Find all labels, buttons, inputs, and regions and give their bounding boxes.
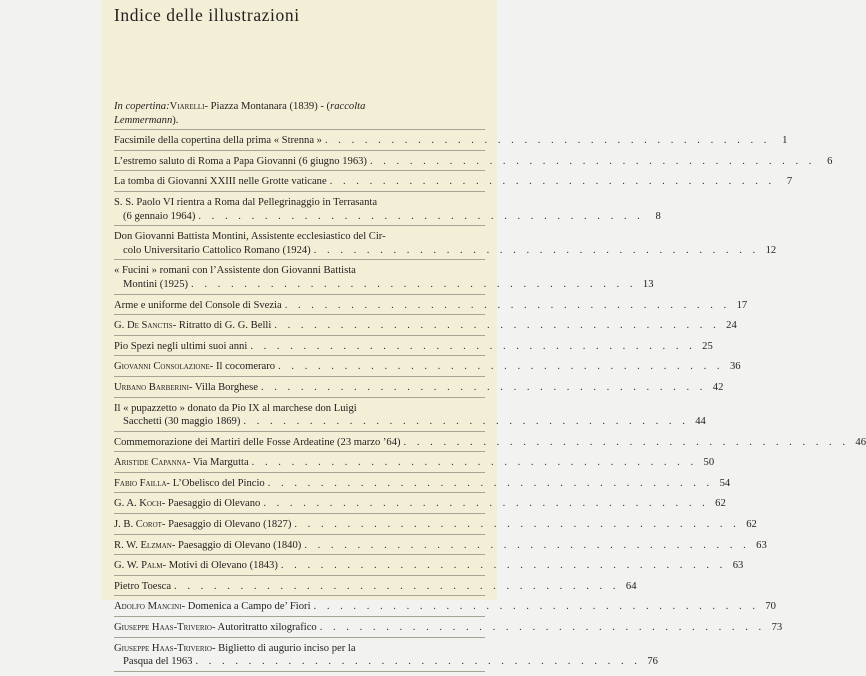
page-title: Indice delle illustrazioni	[114, 5, 300, 25]
index-entry	[114, 299, 748, 316]
entry-text: - Piazza Montanara (1839) - (	[204, 101, 331, 112]
entry-text: S. S. Paolo VI rientra a Roma dal Pellegrinaggio in Terrasanta	[114, 196, 378, 208]
artist-name: G. De Sanctis	[114, 320, 173, 332]
page-number: 6	[827, 155, 833, 167]
index-entry	[114, 621, 783, 638]
dot-leader: . . . . . . . . . . . . . . . . . . . . . . . . . . . . . . . . . .	[198, 210, 644, 222]
entry-line	[114, 381, 724, 395]
entry-line	[114, 600, 776, 614]
entry-line	[114, 340, 713, 354]
entry-text: - Autoritratto xilografico	[211, 622, 317, 634]
dot-leader: . . . . . . . . . . . . . . . . . . . . . . . . . . . . . . . . . .	[313, 244, 760, 256]
book-page	[101, 0, 866, 668]
entry-text: - Paesaggio di Olevano (1840)	[171, 539, 302, 551]
page-number: 64	[625, 580, 637, 592]
entry-line	[114, 642, 485, 656]
entry-line	[114, 518, 757, 532]
entry-text: Arme e uniforme del Console di Svezia	[114, 299, 282, 311]
entry-line	[114, 655, 658, 669]
index-entry	[114, 600, 776, 617]
artist-name: J. B. Corot	[114, 519, 162, 531]
entry-line	[114, 264, 485, 278]
index-entry	[114, 539, 767, 556]
index-entry	[114, 642, 658, 672]
dot-leader: . . . . . . . . . . . . . . . . . . . . . . . . . . . . . . . . . .	[369, 155, 816, 167]
entry-text: ).	[172, 114, 179, 126]
entry-line	[114, 244, 777, 258]
artist-name: Urbano Barberini	[114, 381, 189, 393]
dot-leader: . . . . . . . . . . . . . . . . . . . . . . . . . . . . . . . . . .	[251, 457, 698, 469]
index-entry	[114, 100, 485, 130]
page-number: 42	[712, 381, 724, 393]
dot-leader: . . . . . . . . . . . . . . . . . . . . . . . . . . . . . . . . . .	[329, 176, 776, 188]
entry-text: Lemmermann	[114, 114, 173, 126]
entry-text: Commemorazione dei Martiri delle Fosse Ardeatine (23 marzo ’64)	[114, 436, 401, 448]
artist-name: Giovanni Consolazione	[114, 361, 210, 373]
dot-leader: . . . . . . . . . . . . . . . . . . . . . . . . . . . . . . . . . .	[243, 416, 689, 428]
artist-name: G. A. Koch	[114, 498, 162, 510]
entry-line	[114, 580, 637, 594]
artist-name: Fabio Failla	[114, 477, 167, 489]
page-number: 12	[765, 244, 777, 256]
dot-leader: . . . . . . . . . . . . . . . . . . . . . . . . . . . . . . . . . .	[324, 135, 771, 147]
index-entry	[114, 360, 741, 377]
dot-leader: . . . . . . . . . . . . . . . . . . . . . . . . . . . . . . . . . .	[294, 519, 740, 531]
dot-leader: . . . . . . . . . . . . . . . . . . . . . . . . . . . . . . . . . .	[174, 580, 620, 592]
entry-text: Sacchetti (30 maggio 1869)	[123, 416, 241, 428]
page-number: 73	[771, 622, 783, 634]
dot-leader: . . . . . . . . . . . . . . . . . . . . . . . . . . . . . . . . . .	[284, 299, 731, 311]
dot-leader: . . . . . . . . . . . . . . . . . . . . . . . . . . . . . . . . . .	[267, 477, 714, 489]
entry-text: - Via Margutta	[186, 457, 249, 469]
page-number: 76	[647, 656, 658, 668]
dot-leader: . . . . . . . . . . . . . . . . . . . . . . . . . . . . . . . . . .	[304, 539, 750, 551]
index-entry	[114, 230, 777, 260]
entry-text: - Biglietto di augurio inciso per la	[211, 642, 356, 654]
artist-name: G. W. Palm	[114, 560, 163, 572]
artist-name: R. W. Elzman	[114, 539, 172, 551]
entry-text: Montini (1925)	[123, 278, 189, 290]
index-entry	[114, 580, 637, 597]
entry-line	[114, 175, 793, 189]
entry-text: Pietro Toesca	[114, 580, 172, 592]
dot-leader: . . . . . . . . . . . . . . . . . . . . . . . . . . . . . . . . . .	[260, 381, 707, 393]
index-entry	[114, 477, 731, 494]
entry-line	[114, 196, 485, 210]
page-number: 62	[715, 498, 726, 510]
page-number: 25	[702, 340, 713, 352]
entry-text: Pio Spezi negli ultimi suoi anni	[114, 340, 248, 352]
entry-line	[114, 100, 485, 114]
entry-text: - Motivi di Olevano (1843)	[162, 560, 278, 572]
index-entry	[114, 559, 744, 576]
page-number: 44	[695, 416, 706, 428]
entry-line	[114, 210, 661, 224]
artist-name: Giuseppe Haas-Triverio	[114, 622, 212, 634]
index-entry	[114, 134, 788, 151]
entry-text: Il « pupazzetto » donato da Pio IX al marchese don Luigi	[114, 402, 357, 414]
entry-line	[114, 456, 715, 470]
page-number: 1	[782, 135, 788, 147]
entry-line	[114, 230, 485, 244]
dot-leader: . . . . . . . . . . . . . . . . . . . . . . . . . . . . . . . . . .	[313, 601, 759, 613]
page-number: 36	[729, 361, 741, 373]
index-entry	[114, 381, 724, 398]
dot-leader: . . . . . . . . . . . . . . . . . . . . . . . . . . . . . . . . . .	[263, 498, 709, 510]
entry-text: - Ritratto di G. G. Belli	[172, 320, 272, 332]
entry-line	[114, 319, 737, 333]
entry-text: raccolta	[330, 101, 366, 112]
entry-text: - Domenica a Campo de’ Fiori	[181, 601, 311, 613]
entry-line	[114, 415, 706, 429]
page-number: 24	[726, 320, 737, 332]
entry-line	[114, 402, 485, 416]
page-number: 54	[719, 477, 731, 489]
entry-text: In copertina:	[114, 101, 170, 112]
index-entry	[114, 319, 737, 336]
entry-text: (6 gennaio 1964)	[123, 210, 196, 222]
dot-leader: . . . . . . . . . . . . . . . . . . . . . . . . . . . . . . . . . .	[191, 278, 637, 290]
index-entry	[114, 175, 793, 192]
dot-leader: . . . . . . . . . . . . . . . . . . . . . . . . . . . . . . . . . .	[278, 361, 724, 373]
index-entry	[114, 497, 726, 514]
artist-name: Viarelli	[169, 101, 205, 112]
entry-text: - Il cocomeraro	[209, 361, 276, 373]
entry-line	[114, 114, 485, 128]
dot-leader: . . . . . . . . . . . . . . . . . . . . . . . . . . . . . . . . . .	[403, 436, 849, 448]
artist-name: Adolfo Mancini	[114, 601, 182, 613]
page-number: 70	[765, 601, 776, 613]
dot-leader: . . . . . . . . . . . . . . . . . . . . . . . . . . . . . . . . . .	[274, 320, 720, 332]
entry-text: Don Giovanni Battista Montini, Assistente ecclesiastico del Cir-	[114, 231, 386, 243]
entry-text: L’estremo saluto di Roma a Papa Giovanni (6 giugno 1963)	[114, 155, 367, 167]
entry-text: - Paesaggio di Olevano (1827)	[161, 519, 292, 531]
artist-name: Giuseppe Haas-Triverio	[114, 642, 212, 654]
entry-line	[114, 436, 866, 450]
entry-text: La tomba di Giovanni XXIII nelle Grotte vaticane	[114, 176, 327, 188]
index-entry	[114, 196, 661, 226]
page-number: 50	[703, 457, 715, 469]
index-entry	[114, 340, 713, 357]
entry-line	[114, 477, 731, 491]
page-number: 8	[655, 210, 661, 222]
dot-leader: . . . . . . . . . . . . . . . . . . . . . . . . . . . . . . . . . .	[250, 340, 696, 352]
index-entry	[114, 518, 757, 535]
entry-text: colo Universitario Cattolico Romano (1924)	[123, 244, 311, 256]
entry-line	[114, 497, 726, 511]
dot-leader: . . . . . . . . . . . . . . . . . . . . . . . . . . . . . . . . . .	[280, 560, 727, 572]
entry-text: Facsimile della copertina della prima « Strenna »	[114, 135, 322, 147]
index-entry	[114, 456, 715, 473]
index-entry	[114, 264, 654, 294]
dot-leader: . . . . . . . . . . . . . . . . . . . . . . . . . . . . . . . . . .	[319, 622, 766, 634]
entry-line	[114, 559, 744, 573]
entry-line	[114, 360, 741, 374]
entry-text: - Villa Borghese	[188, 381, 258, 393]
page-number: 7	[786, 176, 793, 188]
entry-text: « Fucini » romani con l’Assistente don Giovanni Battista	[114, 265, 356, 277]
page-number: 46	[855, 436, 866, 448]
entry-line	[114, 621, 783, 635]
illustrations-index	[114, 100, 866, 676]
artist-name: Aristide Capanna	[114, 457, 187, 469]
entry-text: Pasqua del 1963	[123, 656, 193, 668]
index-entry	[114, 155, 833, 172]
index-entry	[114, 402, 706, 432]
entry-text: - L’Obelisco del Pincio	[166, 477, 265, 489]
page-number: 17	[736, 299, 748, 311]
entry-line	[114, 134, 788, 148]
page-number: 13	[642, 278, 654, 290]
page-number: 63	[732, 560, 744, 572]
index-entry	[114, 436, 866, 453]
entry-line	[114, 155, 833, 169]
entry-line	[114, 539, 767, 553]
page-number: 62	[746, 519, 757, 531]
entry-text: - Paesaggio di Olevano	[161, 498, 261, 510]
entry-line	[114, 278, 654, 292]
page-number: 63	[756, 539, 767, 551]
dot-leader: . . . . . . . . . . . . . . . . . . . . . . . . . . . . . . . . . .	[195, 656, 641, 668]
entry-line	[114, 299, 748, 313]
